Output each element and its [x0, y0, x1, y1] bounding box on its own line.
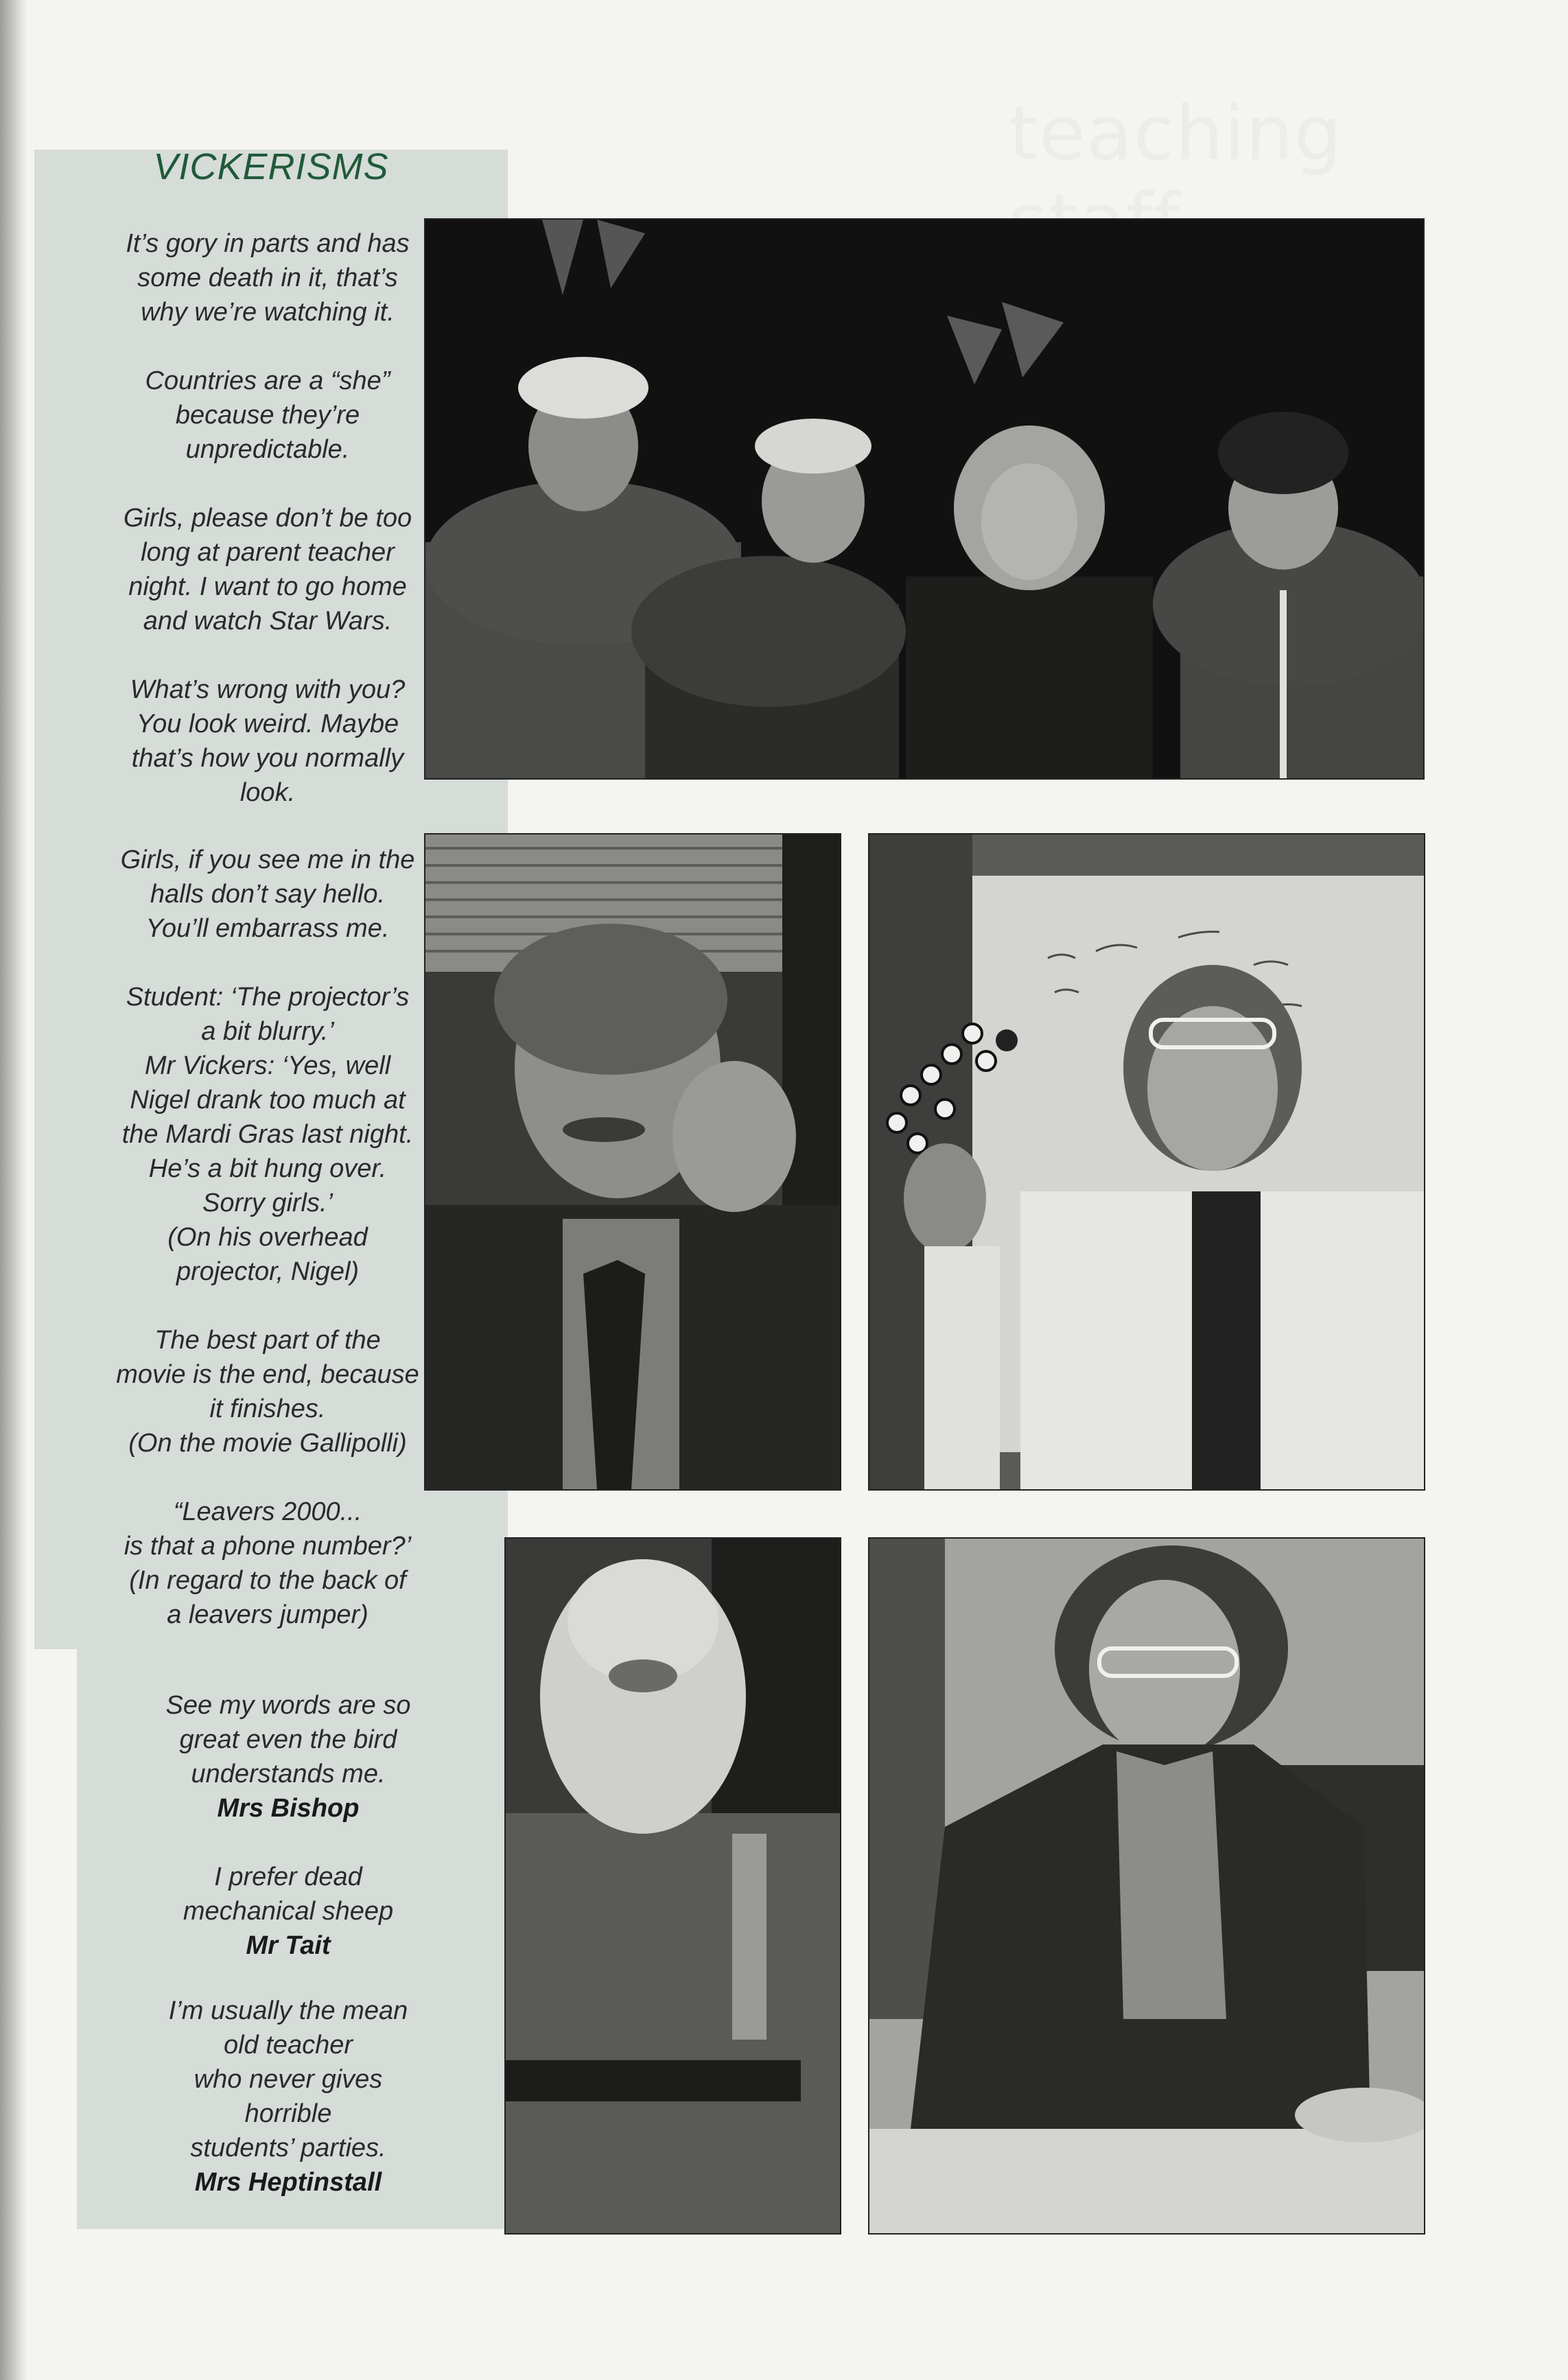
quote-halls	[62, 843, 473, 946]
quote-line: He’s a bit hung over.	[148, 1154, 387, 1183]
quote-author: Mrs Bishop	[217, 1794, 360, 1823]
quote-line: projector, Nigel)	[176, 1257, 360, 1286]
quote-line: is that a phone number?’	[124, 1532, 412, 1561]
quote-line: “Leavers 2000...	[173, 1497, 362, 1526]
quote-line: Nigel drank too much at	[130, 1086, 406, 1115]
photo-teacher-molecule-model	[868, 833, 1425, 1491]
photo-teacher-glasses-desk	[868, 1537, 1425, 2235]
quote-line: Girls, please don’t be too	[123, 504, 412, 533]
quote-line: I’m usually the mean	[168, 1996, 408, 2025]
quote-line: it finishes.	[209, 1395, 326, 1423]
quote-line: look.	[239, 778, 296, 807]
quote-line: Student: ‘The projector’s	[126, 983, 410, 1012]
quote-line: See my words are so	[165, 1691, 411, 1720]
quote-line: old teacher	[223, 2031, 353, 2060]
quote-line: It’s gory in parts and has	[126, 229, 410, 258]
quote-line: You look weird. Maybe	[136, 710, 399, 738]
photo-teacher-mustache	[424, 833, 841, 1491]
section-heading: VICKERISMS	[153, 146, 389, 187]
quote-line: Sorry girls.’	[202, 1189, 334, 1217]
quote-gory	[62, 226, 473, 329]
quote-line: halls don’t say hello.	[150, 880, 386, 909]
section-watermark: teaching	[1009, 89, 1343, 177]
quote-look-weird	[62, 673, 473, 810]
quote-mr-tait	[82, 1860, 494, 1963]
quote-line: Mr Vickers: ‘Yes, well	[144, 1051, 391, 1080]
quote-line: The best part of the	[154, 1326, 381, 1355]
quote-line: horrible	[244, 2099, 332, 2128]
quote-line: long at parent teacher	[141, 538, 395, 567]
quote-line: a bit blurry.’	[201, 1017, 334, 1046]
quote-line: and watch Star Wars.	[143, 607, 393, 635]
photo-teacher-santa-beard	[504, 1537, 841, 2235]
quote-line: night. I want to go home	[128, 572, 407, 601]
quote-line: why we’re watching it.	[141, 298, 395, 327]
quote-line: Countries are a “she”	[145, 366, 390, 395]
quote-line: a leavers jumper)	[167, 1600, 368, 1629]
quote-line: I prefer dead	[214, 1863, 362, 1891]
photo-teachers-christmas-hats	[424, 218, 1425, 780]
quote-line: that’s how you normally	[131, 744, 404, 773]
quote-mrs-bishop	[82, 1688, 494, 1825]
quote-line: mechanical sheep	[183, 1897, 394, 1926]
quote-author: Mrs Heptinstall	[194, 2168, 382, 2197]
quote-line: who never gives	[194, 2065, 383, 2094]
quote-line: understands me.	[191, 1760, 386, 1788]
quote-line: unpredictable.	[185, 435, 350, 464]
quote-line: (In regard to the back of	[129, 1566, 406, 1595]
quote-gallipolli	[62, 1323, 473, 1460]
quote-countries	[62, 364, 473, 467]
quote-line: the Mardi Gras last night.	[121, 1120, 414, 1149]
quote-line: You’ll embarrass me.	[145, 914, 390, 943]
quote-line: (On the movie Gallipolli)	[128, 1429, 407, 1458]
quote-leavers-2000	[62, 1495, 473, 1632]
quote-mrs-heptinstall	[82, 1994, 494, 2200]
page-binding-shadow	[0, 0, 27, 2380]
quote-line: because they’re	[175, 401, 360, 430]
quote-author: Mr Tait	[246, 1931, 331, 1960]
quote-line: students’ parties.	[190, 2134, 386, 2162]
quote-projector	[62, 980, 473, 1289]
quote-line: (On his overhead	[167, 1223, 368, 1252]
quote-line: What’s wrong with you?	[130, 675, 406, 704]
quote-line: Girls, if you see me in the	[120, 845, 415, 874]
quote-parent-teacher-night	[62, 501, 473, 638]
quote-line: great even the bird	[179, 1725, 397, 1754]
quote-line: some death in it, that’s	[137, 264, 398, 292]
quote-line: movie is the end, because	[116, 1360, 419, 1389]
